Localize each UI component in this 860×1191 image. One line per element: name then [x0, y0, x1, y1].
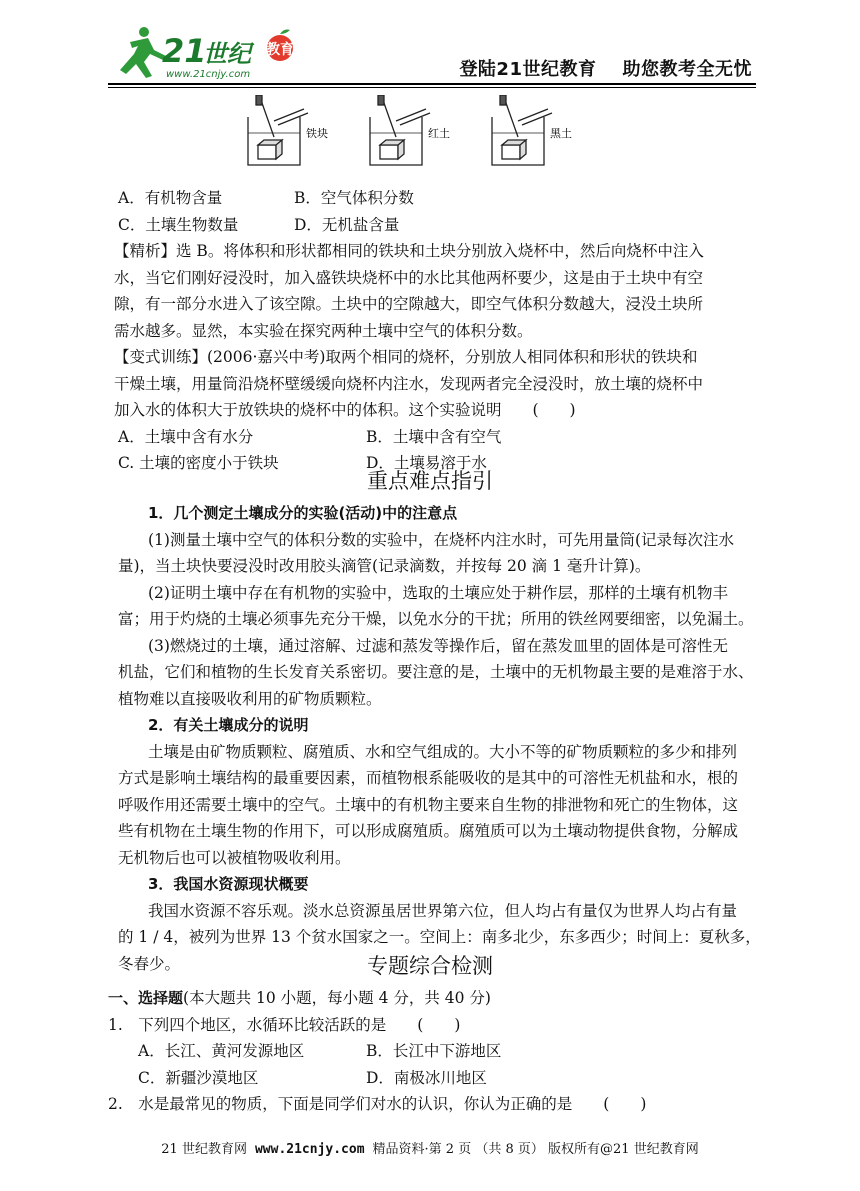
- subheading-2: 2．有关土壤成分的说明: [148, 716, 309, 734]
- footer-right: 精品资料·第 2 页 （共 8 页） 版权所有@21 世纪教育网: [372, 1142, 699, 1157]
- paragraph-line: 我国水资源不容乐观。淡水总资源虽居世界第六位，但人均占有量仅为世界人均占有量: [148, 901, 738, 920]
- paragraph-line: 植物难以直接吸收利用的矿物质颗粒。: [118, 689, 382, 708]
- svg-text:www.21cnjy.com: www.21cnjy.com: [166, 69, 251, 80]
- prev-question-block: [114, 185, 758, 477]
- header-slogan-1: 登陆21世纪教育: [459, 59, 597, 80]
- beaker-3: [492, 95, 552, 165]
- paragraph-line: 些有机物在土壤生物的作用下，可以形成腐殖质。腐殖质可以为土壤动物提供食物，分解成: [118, 822, 739, 840]
- subheading-3: 3．我国水资源现状概要: [148, 875, 309, 893]
- variant-option-b: B．土壤中含有空气: [366, 427, 502, 446]
- figure-label-1: 铁块: [306, 127, 328, 140]
- part-heading-label: 一、选择题: [108, 989, 184, 1007]
- paragraph-line: 呼吸作用还需要土壤中的空气。土壤中的有机物主要来自生物的排泄物和死亡的生物体，这: [118, 795, 739, 814]
- paragraph-line: 土壤是由矿物质颗粒、腐殖质、水和空气组成的。大小不等的矿物质颗粒的多少和排列: [148, 742, 738, 761]
- paragraph-line: (2)证明土壤中存在有机物的实验中，选取的土壤应处于耕作层，那样的土壤有机物丰: [148, 583, 728, 602]
- option-row: [118, 212, 758, 239]
- question-1: 1. 下列四个地区，水循环比较活跃的是 ( ): [108, 1015, 461, 1034]
- page-header: [108, 22, 756, 84]
- paragraph-line: 的 1 / 4，被列为世界 13 个贫水国家之一。空间上：南多北少，东多西少；时间上：夏秋多，: [118, 928, 761, 946]
- option-d: D．无机盐含量: [294, 215, 400, 234]
- analysis-line: 隙，有一部分水进入了该空隙。土块中的空隙越大，即空气体积分数越大，浸没土块所: [114, 295, 704, 313]
- variant-paragraph: [114, 344, 758, 424]
- q1-option-b: B．长江中下游地区: [366, 1042, 502, 1060]
- beaker-experiment-figure: [230, 95, 590, 171]
- key-points-block: [118, 500, 761, 977]
- figure-label-2: 红土: [428, 127, 450, 140]
- variant-line: 干燥土壤，用量筒沿烧杯壁缓缓向烧杯内注水，发现两者完全浸没时，放土壤的烧杯中: [114, 374, 704, 393]
- section-title-key-points: 重点难点指引: [367, 469, 493, 493]
- figure-label-3: 黑土: [550, 127, 572, 140]
- svg-text:21: 21: [162, 32, 207, 70]
- part-heading-note: (本大题共 10 小题，每小题 4 分，共 40 分): [183, 989, 491, 1007]
- paragraph-line: (3)燃烧过的土壤，通过溶解、过滤和蒸发等操作后，留在蒸发皿里的固体是可溶性无: [148, 636, 728, 655]
- subheading-1: 1．几个测定土壤成分的实验(活动)中的注意点: [148, 504, 458, 522]
- variant-option-d: D．土壤易溶于水: [366, 454, 487, 472]
- paragraph-line: (1)测量土壤中空气的体积分数的实验中，在烧杯内注水时，可先用量筒(记录每次注水: [148, 530, 735, 549]
- q1-option-d: D．南极冰川地区: [366, 1068, 487, 1087]
- variant-option-a: A．土壤中含有水分: [118, 427, 254, 446]
- variant-option-c: C. 土壤的密度小于铁块: [118, 454, 279, 472]
- svg-text:世纪: 世纪: [203, 40, 251, 68]
- paragraph-line: 富；用于灼烧的土壤必须事先充分干燥，以免水分的干扰；所用的铁丝网要细密，以免漏土。: [118, 610, 754, 628]
- svg-text:教育: 教育: [266, 42, 294, 58]
- option-b: B．空气体积分数: [294, 189, 414, 207]
- beaker-1: [248, 95, 308, 165]
- header-slogan-2: 助您教考全无忧: [622, 59, 752, 80]
- option-a: A．有机物含量: [118, 189, 223, 207]
- option-row: [118, 424, 758, 451]
- paragraph-line: 量)，当土块快要浸没时改用胶头滴管(记录滴数，并按每 20 滴 1 毫升计算)。: [118, 557, 651, 575]
- question-2: 2. 水是最常见的物质，下面是同学们对水的认识，你认为正确的是 ( ): [108, 1095, 647, 1113]
- q1-option-c: C．新疆沙漠地区: [138, 1068, 259, 1087]
- part-heading: [108, 985, 748, 1012]
- paragraph-line: 方式是影响土壤结构的最重要因素，而植物根系能吸收的是其中的可溶性无机盐和水，根的: [118, 769, 739, 787]
- paragraph-line: 冬春少。: [118, 954, 181, 973]
- option-row: [108, 1065, 748, 1092]
- header-rule-thin: [108, 87, 756, 88]
- beaker-2: [370, 95, 430, 165]
- analysis-line: 需水越多。显然，本实验在探究两种土壤中空气的体积分数。: [114, 321, 533, 340]
- option-row: [108, 1038, 748, 1065]
- analysis-paragraph: [114, 238, 758, 344]
- q1-option-a: A．长江、黄河发源地区: [138, 1042, 305, 1060]
- paragraph-line: 无机物后也可以被植物吸收利用。: [118, 848, 351, 867]
- page-footer: [0, 1138, 860, 1157]
- header-slogan: [459, 55, 752, 81]
- variant-line: 【变式训练】(2006·嘉兴中考)取两个相同的烧杯，分别放人相同体积和形状的铁块和: [114, 348, 698, 366]
- paragraph-line: 机盐，它们和植物的生长发育关系密切。要注意的是，土壤中的无机物最主要的是难溶于水、: [118, 663, 754, 681]
- analysis-line: 【精析】选 B。将体积和形状都相同的铁块和土块分别放入烧杯中，然后向烧杯中注入: [114, 242, 704, 260]
- option-c: C．土壤生物数量: [118, 215, 239, 234]
- header-rule: [108, 83, 756, 85]
- variant-line: 加入水的体积大于放铁块的烧杯中的体积。这个实验说明 ( ): [114, 401, 576, 419]
- section-title-comprehensive-test: 专题综合检测: [367, 954, 493, 978]
- test-block: [108, 985, 748, 1118]
- option-row: [118, 185, 758, 212]
- footer-left: 21 世纪教育网: [161, 1142, 247, 1157]
- footer-site-link[interactable]: www.21cnjy.com: [254, 1142, 365, 1157]
- analysis-line: 水，当它们刚好浸没时，加入盛铁块烧杯中的水比其他两杯要少，这是由于土块中有空: [114, 268, 704, 287]
- site-logo: [108, 22, 318, 82]
